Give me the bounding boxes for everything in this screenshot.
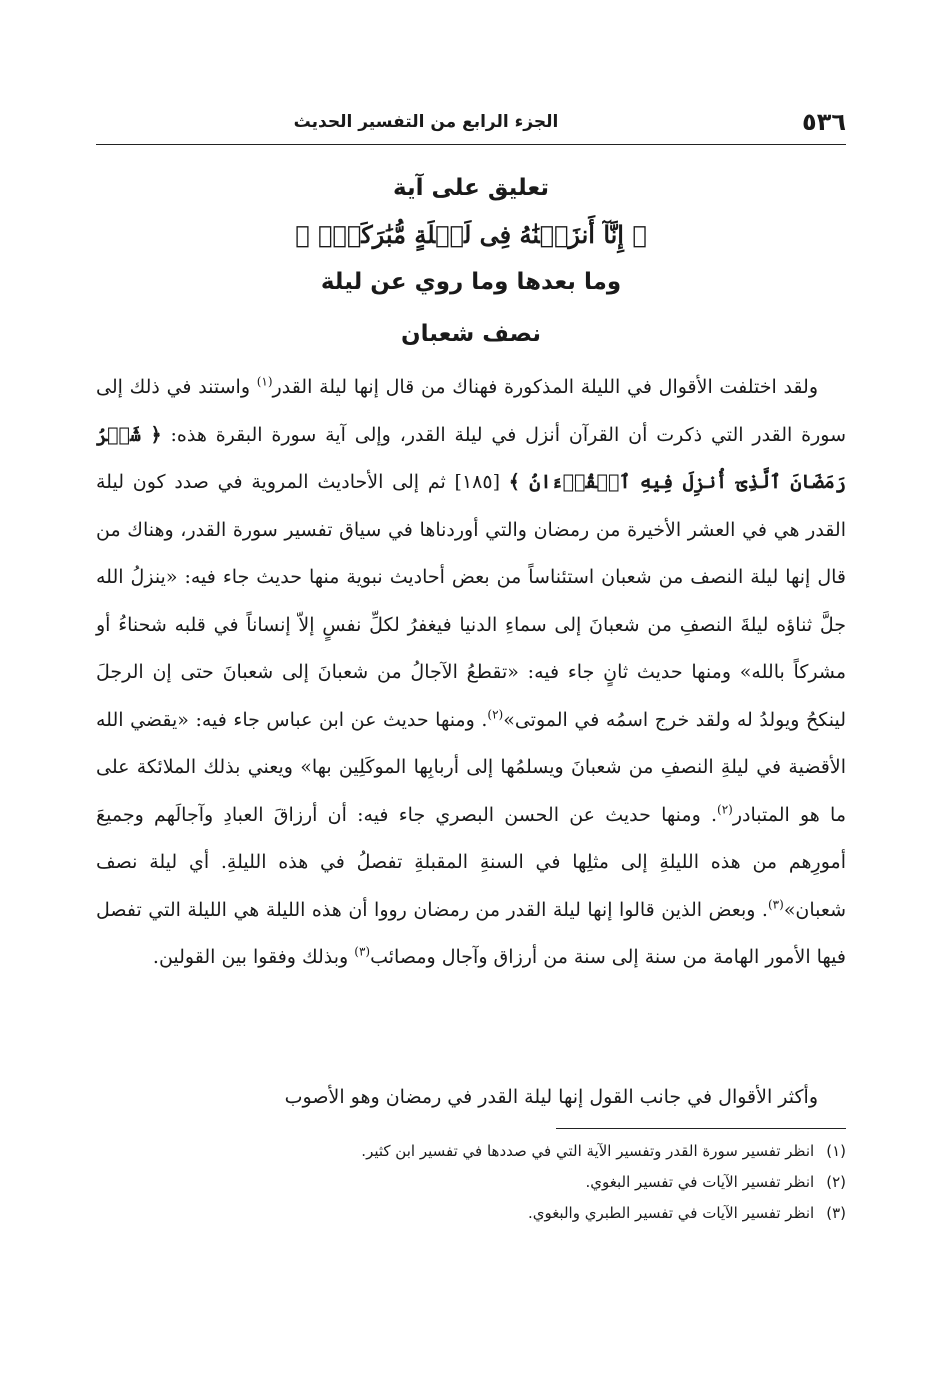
- main-paragraph: [96, 364, 846, 982]
- paragraph-text: [١٨٥] ثم إلى الأحاديث المروية في صدد كون ليلة القدر هي في العشر الأخيرة من رمضان والتي أوردناها في سياق تفسير سورة القدر، وهناك من قال إنها ليلة النصف من شعبان استئناساً من بعض أحاديث نبوية منها حديث جاء فيه: «ينزلُ الله جلَّ ثناؤه ليلةَ النصفِ من شعبانَ إلى سماءِ الدنيا فيغفرُ لكلِّ نفسٍ إلاّ إنساناً في قلبه شحناءُ أو مشركاً بالله» ومنها حديث ثانٍ جاء فيه: «تقطعُ الآجالُ من شعبانَ إلى شعبانَ حتى إن الرجلَ لينكحُ ويولدُ له ولقد خرج اسمُه في الموتى»: [96, 471, 846, 731]
- paragraph-text: . ومنها حديث عن ابن عباس جاء فيه: «يقضي الله الأقضية في ليلةِ النصفِ من شعبانَ ويسلمُها إلى أربابِها الموكَلِين بها» ويعني بذلك الملائكة على ما هو المتبادر: [96, 708, 847, 826]
- running-header: [96, 104, 846, 145]
- footnotes: [96, 1136, 846, 1229]
- footnote: [96, 1136, 846, 1167]
- footnote-ref: (٢): [487, 707, 504, 722]
- footnote-number: (١): [826, 1142, 846, 1160]
- footnote-divider: [556, 1128, 846, 1129]
- footnote-ref: (٢): [717, 802, 733, 817]
- paragraph-text: ولقد اختلفت الأقوال في الليلة المذكورة فهناك من قال إنها ليلة القدر: [272, 376, 819, 398]
- paragraph-text: . ومنها حديث عن الحسن البصري جاء فيه: أن أرزاقَ العبادِ وآجالَهم وجميعَ أمورِهم من هذه الليلةِ إلى مثلِها في السنةِ المقبلةِ تفصلُ في هذه الليلةِ. أي ليلة نصف شعبان»: [96, 803, 846, 921]
- heading-quran-verse: ﴿ إِنَّآ أَنزَلۡنَٰهُ فِى لَيۡلَةٍ مُّبَٰرَكَةٍۚ ﴾: [295, 220, 647, 249]
- paragraph-text: وبذلك وفقوا بين القولين.: [152, 946, 355, 968]
- heading-subtitle-end: نصف شعبان: [401, 321, 541, 347]
- footnote-ref: (١): [256, 374, 273, 389]
- page-number: ٥٣٦: [802, 108, 846, 136]
- book-title: الجزء الرابع من التفسير الحديث: [293, 112, 559, 132]
- section-heading: [96, 166, 846, 358]
- footnote-number: (٣): [826, 1204, 846, 1222]
- footnote: [96, 1198, 846, 1229]
- heading-subtitle: وما بعدها وما روي عن ليلة: [320, 269, 622, 295]
- quran-verse: ﴿ شَهۡرُ رَمَضَانَ ٱلَّذِىٓ أُنزِلَ فِيهِ ٱلۡقُرۡءَانُ ﴾: [96, 423, 846, 493]
- paragraph-text: واستند في ذلك إلى سورة القدر التي ذكرت أن القرآن أنزل في ليلة القدر، وإلى آية سورة البقرة هذه:: [96, 376, 846, 446]
- footnote-number: (٢): [826, 1173, 846, 1191]
- second-paragraph: وأكثر الأقوال في جانب القول إنها ليلة القدر في رمضان وهو الأصوب: [284, 1086, 818, 1108]
- heading-title: تعليق على آية: [393, 175, 549, 201]
- footnote-text: انظر تفسير الآيات في تفسير البغوي.: [585, 1173, 815, 1191]
- footnote-ref: (٣): [354, 944, 371, 959]
- footnote-ref: (٣): [767, 897, 784, 912]
- paragraph-text: . وبعض الذين قالوا إنها ليلة القدر من رمضان رووا أن هذه الليلة هي الليلة التي تفصل فيها الأمور الهامة من سنة إلى سنة من أرزاق وآجال ومصائب: [96, 898, 846, 968]
- footnote: [96, 1167, 846, 1198]
- footnote-text: انظر تفسير الآيات في تفسير الطبري والبغوي.: [527, 1204, 815, 1222]
- footnote-text: انظر تفسير سورة القدر وتفسير الآية التي في صددها في تفسير ابن كثير.: [361, 1142, 815, 1160]
